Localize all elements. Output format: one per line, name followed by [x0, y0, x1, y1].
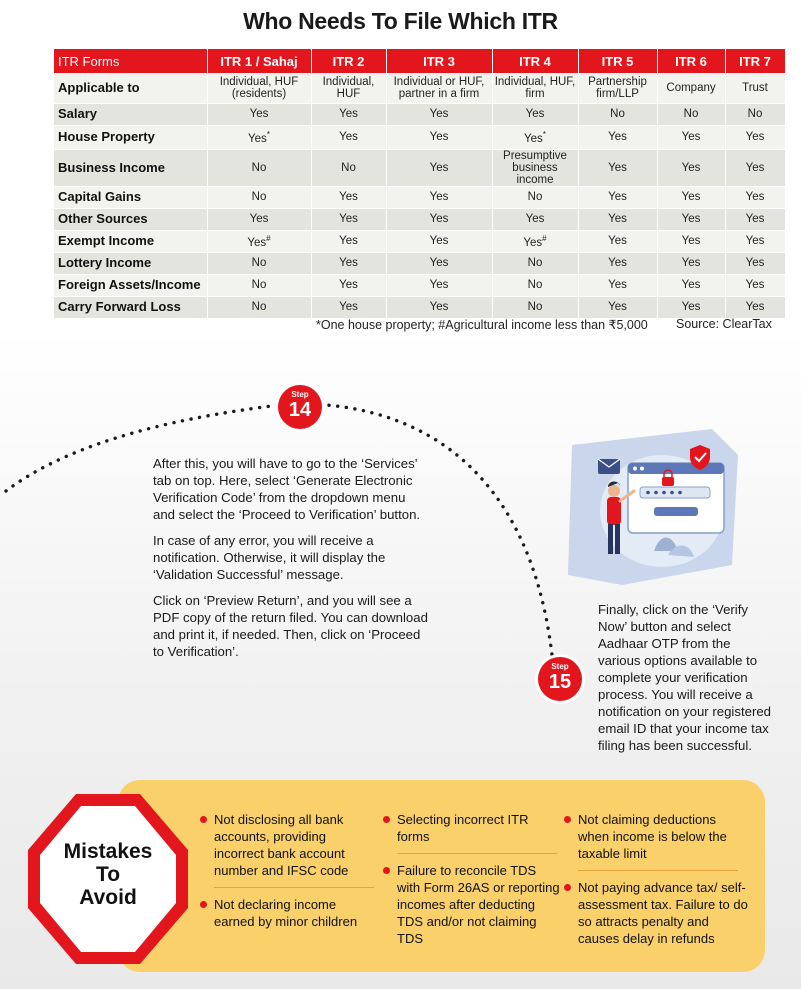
divider — [397, 853, 557, 854]
table-cell: Yes — [386, 149, 492, 186]
mistakes-heading — [44, 840, 172, 909]
table-cell: Yes — [725, 208, 785, 230]
row-label: Salary — [54, 103, 207, 125]
table-cell: Yes# — [207, 230, 311, 252]
divider — [214, 887, 374, 888]
list-item — [214, 811, 374, 879]
table-cell: No — [578, 103, 657, 125]
table-cell: No — [311, 149, 386, 186]
list-item — [578, 811, 748, 862]
table-cell: Yes — [578, 252, 657, 274]
table-cell: Yes — [657, 252, 725, 274]
row-label: Lottery Income — [54, 252, 207, 274]
table-cell: Yes — [386, 186, 492, 208]
table-cell: No — [657, 103, 725, 125]
table-cell: Yes — [311, 125, 386, 149]
mistake-text: Failure to reconcile TDS with Form 26AS or reporting incomes after deducting TDS and/or not claiming TDS — [397, 863, 560, 946]
step-15-text — [598, 601, 776, 763]
mistake-text: Not disclosing all bank accounts, providing incorrect bank account number and IFSC code — [214, 812, 349, 878]
table-cell: Yes — [578, 186, 657, 208]
table-cell: Presumptive business income — [492, 149, 578, 186]
table-cell: No — [207, 296, 311, 318]
header-cell: ITR 6 — [657, 49, 725, 73]
mistakes-column-2 — [397, 811, 561, 947]
table-cell: No — [207, 274, 311, 296]
table-cell: Yes — [657, 274, 725, 296]
step-14-text — [153, 455, 428, 669]
step-14-para: After this, you will have to go to the ‘Services’ tab on top. Here, select ‘Generate Electronic Verification Code’ from the dropdown menu and select the ‘Proceed to Verification’ button. — [153, 456, 421, 522]
table-cell: Yes — [311, 296, 386, 318]
table-cell: Yes — [725, 186, 785, 208]
table-cell: Yes — [725, 274, 785, 296]
table-cell: Yes — [578, 274, 657, 296]
table-source: Source: ClearTax — [676, 317, 772, 331]
table-cell: Yes — [386, 208, 492, 230]
header-cell: ITR 1 / Sahaj — [207, 49, 311, 73]
footnote-marker: # — [266, 234, 271, 244]
bullet-icon — [564, 816, 571, 823]
mistakes-column-3 — [578, 811, 748, 947]
table-cell: Yes — [578, 296, 657, 318]
step-number: 14 — [288, 399, 312, 421]
mistakes-column-1 — [214, 811, 374, 930]
table-cell: Yes — [657, 149, 725, 186]
step-14-badge — [278, 385, 322, 429]
table-cell: Yes — [311, 186, 386, 208]
table-cell: No — [492, 296, 578, 318]
bullet-icon — [200, 901, 207, 908]
list-item — [397, 862, 561, 947]
table-cell: Trust — [725, 73, 785, 103]
table-cell: Yes — [578, 125, 657, 149]
footnote-marker: # — [542, 234, 547, 244]
mistakes-heading-line: To — [95, 863, 121, 886]
header-cell: ITR 3 — [386, 49, 492, 73]
table-cell: Yes — [311, 252, 386, 274]
table-cell: Yes — [386, 230, 492, 252]
table-cell: No — [492, 274, 578, 296]
table-cell: Yes — [386, 125, 492, 149]
list-item — [578, 879, 748, 947]
page-title: Who Needs To File Which ITR — [243, 8, 558, 34]
table-cell: Individual, HUF — [311, 73, 386, 103]
table-cell: No — [207, 186, 311, 208]
table-cell: Yes — [311, 230, 386, 252]
step-14-para: Click on ‘Preview Return’, and you will see a PDF copy of the return filed. You can download and print it, if needed. Then, click on ‘Proceed to Verification’. — [153, 593, 428, 659]
step-number: 15 — [548, 671, 572, 693]
table-cell: Yes — [386, 103, 492, 125]
table-cell: Yes — [725, 252, 785, 274]
table-cell: No — [207, 149, 311, 186]
table-cell: Yes — [657, 208, 725, 230]
divider — [578, 870, 738, 871]
mistake-text: Selecting incorrect ITR forms — [397, 812, 529, 844]
verification-illustration-icon — [562, 425, 742, 587]
table-cell: Yes — [386, 274, 492, 296]
table-cell: Yes — [657, 230, 725, 252]
table-cell: No — [725, 103, 785, 125]
table-cell: Individual or HUF, partner in a firm — [386, 73, 492, 103]
table-cell: Yes — [725, 230, 785, 252]
row-label: Carry Forward Loss — [54, 296, 207, 318]
mistakes-heading-line: Avoid — [79, 886, 137, 909]
table-cell: Yes — [657, 186, 725, 208]
mistakes-heading-line: Mistakes — [63, 840, 153, 863]
table-cell: Yes — [492, 103, 578, 125]
table-cell: Individual, HUF (residents) — [207, 73, 311, 103]
row-label: House Property — [54, 125, 207, 149]
table-cell: Yes — [492, 208, 578, 230]
header-cell: ITR Forms — [54, 49, 207, 73]
table-cell: Yes — [725, 296, 785, 318]
bullet-icon — [383, 816, 390, 823]
table-cell: Yes — [311, 274, 386, 296]
table-cell: No — [207, 252, 311, 274]
table-cell: Yes — [386, 296, 492, 318]
table-cell: Yes# — [492, 230, 578, 252]
table-cell: Yes* — [492, 125, 578, 149]
row-label: Applicable to — [54, 73, 207, 103]
header-cell: ITR 7 — [725, 49, 785, 73]
step-14-para: In case of any error, you will receive a notification. Otherwise, it will display the ‘Validation Successful’ message. — [153, 533, 386, 582]
mistake-text: Not claiming deductions when income is below the taxable limit — [578, 812, 727, 861]
bullet-icon — [383, 867, 390, 874]
header-cell: ITR 2 — [311, 49, 386, 73]
table-cell: Individual, HUF, firm — [492, 73, 578, 103]
table-cell: No — [492, 186, 578, 208]
footnote-marker: * — [542, 130, 546, 140]
mistake-text: Not declaring income earned by minor children — [214, 897, 358, 929]
table-cell: Yes — [725, 149, 785, 186]
table-cell: Yes — [657, 296, 725, 318]
table-cell: Yes — [725, 125, 785, 149]
header-cell: ITR 4 — [492, 49, 578, 73]
table-cell: Company — [657, 73, 725, 103]
table-cell: Yes — [578, 149, 657, 186]
table-cell: Yes — [311, 208, 386, 230]
row-label: Exempt Income — [54, 230, 207, 252]
table-cell: No — [492, 252, 578, 274]
step-label: Step — [551, 662, 569, 671]
header-cell: ITR 5 — [578, 49, 657, 73]
row-label: Other Sources — [54, 208, 207, 230]
table-cell: Yes — [578, 230, 657, 252]
mistake-text: Not paying advance tax/ self-assessment tax. Failure to do so attracts penalty and causes delay in refunds — [578, 880, 748, 946]
table-cell: Yes* — [207, 125, 311, 149]
row-label: Capital Gains — [54, 186, 207, 208]
table-footnote: *One house property; #Agricultural income less than ₹5,000 — [316, 318, 648, 332]
table-cell: Partnership firm/LLP — [578, 73, 657, 103]
step-15-para: Finally, click on the ‘Verify Now’ button and select Aadhaar OTP from the various options available to complete your verification process. You will receive a notification on your registered email ID that your income tax filing has been successful. — [598, 602, 772, 753]
row-label: Foreign Assets/Income — [54, 274, 207, 296]
list-item — [214, 896, 374, 930]
table-cell: Yes — [386, 252, 492, 274]
step-label: Step — [291, 390, 309, 399]
row-label: Business Income — [54, 149, 207, 186]
table-cell: Yes — [311, 103, 386, 125]
step-15-badge — [538, 657, 582, 701]
table-cell: Yes — [578, 208, 657, 230]
bullet-icon — [200, 816, 207, 823]
footnote-marker: * — [266, 130, 270, 140]
table-cell: Yes — [207, 208, 311, 230]
list-item — [397, 811, 561, 845]
table-cell: Yes — [207, 103, 311, 125]
bullet-icon — [564, 884, 571, 891]
table-cell: Yes — [657, 125, 725, 149]
